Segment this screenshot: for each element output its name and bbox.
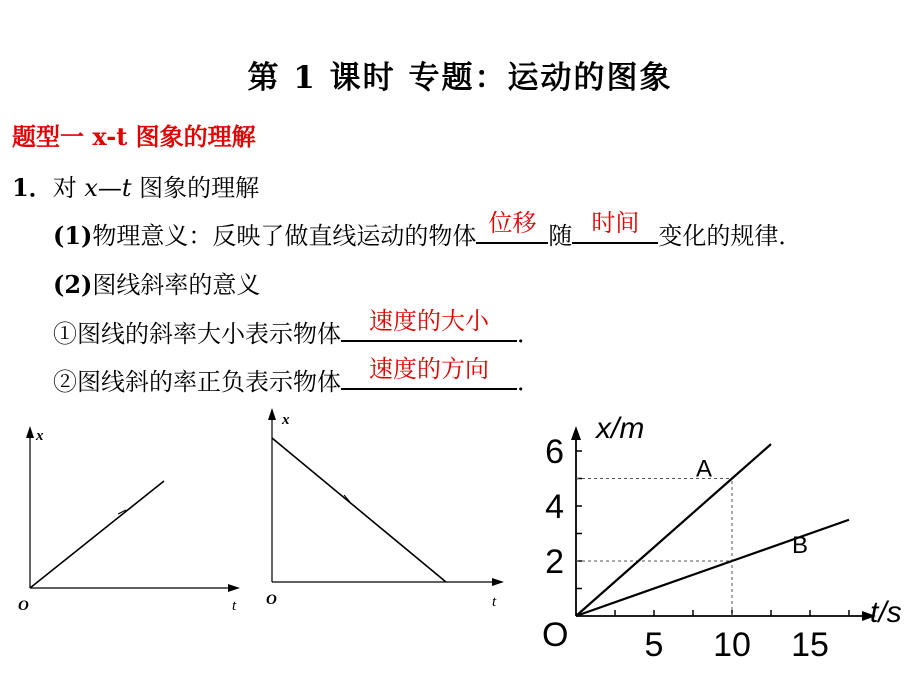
answer-displacement: 位移 bbox=[488, 209, 537, 237]
chart-y-arrow bbox=[571, 426, 581, 440]
graph2-x-arrow bbox=[492, 578, 504, 586]
graph1-y-label: x bbox=[36, 428, 44, 444]
graph2-y-label: x bbox=[282, 412, 290, 428]
item-1-var-t: t bbox=[121, 174, 132, 202]
item-1-suffix: 图象的理解 bbox=[131, 174, 260, 202]
chart-series-label-a: A bbox=[696, 455, 713, 483]
graph2-y-arrow bbox=[268, 408, 276, 420]
answer-speed-magnitude: 速度的大小 bbox=[369, 307, 489, 335]
chart-x-tick-label: 5 bbox=[644, 626, 664, 664]
chart-origin: O bbox=[542, 616, 569, 654]
graph2-x-label: t bbox=[492, 594, 497, 610]
item-2b-before: ②图线斜的率正负表示物体 bbox=[53, 368, 341, 396]
chart-y-tick-label: 6 bbox=[545, 433, 564, 471]
chart-series-line-b bbox=[576, 520, 849, 616]
item-2-label: (2) bbox=[53, 270, 93, 299]
item-1a-after: 变化的规律． bbox=[658, 222, 803, 250]
graph1-x-arrow bbox=[228, 584, 240, 592]
answer-speed-direction: 速度的方向 bbox=[369, 355, 489, 383]
item-2b-after: ． bbox=[517, 368, 541, 396]
item-1-number: 1． bbox=[12, 173, 53, 202]
answer-blank-2 bbox=[572, 209, 658, 244]
item-1-dash: — bbox=[97, 174, 122, 202]
item-1a-before: 物理意义：反映了做直线运动的物体 bbox=[92, 222, 477, 250]
item-1 bbox=[12, 168, 259, 203]
xt-chart-ab bbox=[520, 400, 920, 690]
item-1a bbox=[53, 209, 803, 251]
answer-blank-1 bbox=[476, 209, 548, 244]
chart-x-label: t/s bbox=[870, 596, 902, 629]
item-2b bbox=[53, 355, 541, 397]
graph1-origin: O bbox=[18, 598, 29, 614]
chart-y-tick-label: 4 bbox=[545, 488, 564, 526]
item-2a-after: ． bbox=[517, 320, 541, 348]
item-2 bbox=[53, 265, 260, 300]
graph-decreasing bbox=[260, 406, 510, 616]
page-title: 第 1 课时 专题：运动的图象 bbox=[247, 60, 673, 96]
answer-time: 时间 bbox=[591, 209, 640, 237]
section-heading: 题型一 x-t 图象的理解 bbox=[12, 122, 256, 151]
graph2-line bbox=[272, 438, 446, 582]
answer-blank-4 bbox=[341, 355, 517, 390]
chart-series-line-a bbox=[576, 444, 771, 616]
graph-increasing bbox=[14, 424, 250, 616]
item-1a-middle: 随 bbox=[548, 222, 573, 250]
chart-x-tick-label: 15 bbox=[791, 626, 829, 664]
item-2-text: 图线斜率的意义 bbox=[92, 271, 261, 299]
item-1a-label: (1) bbox=[53, 221, 93, 250]
item-1-prefix: 对 bbox=[52, 174, 85, 202]
item-2a bbox=[53, 307, 541, 349]
item-2a-before: ①图线的斜率大小表示物体 bbox=[53, 320, 341, 348]
chart-series-label-b: B bbox=[792, 532, 809, 559]
graph1-x-label: t bbox=[232, 598, 237, 614]
graph1-line bbox=[30, 481, 164, 588]
chart-x-tick-label: 10 bbox=[713, 626, 751, 664]
chart-y-tick-label: 2 bbox=[545, 543, 564, 581]
graph1-y-arrow bbox=[26, 426, 34, 438]
item-1-var-x: x bbox=[84, 174, 98, 202]
chart-y-label: x/m bbox=[596, 412, 645, 445]
graph2-origin: O bbox=[266, 592, 277, 608]
answer-blank-3 bbox=[341, 307, 517, 342]
